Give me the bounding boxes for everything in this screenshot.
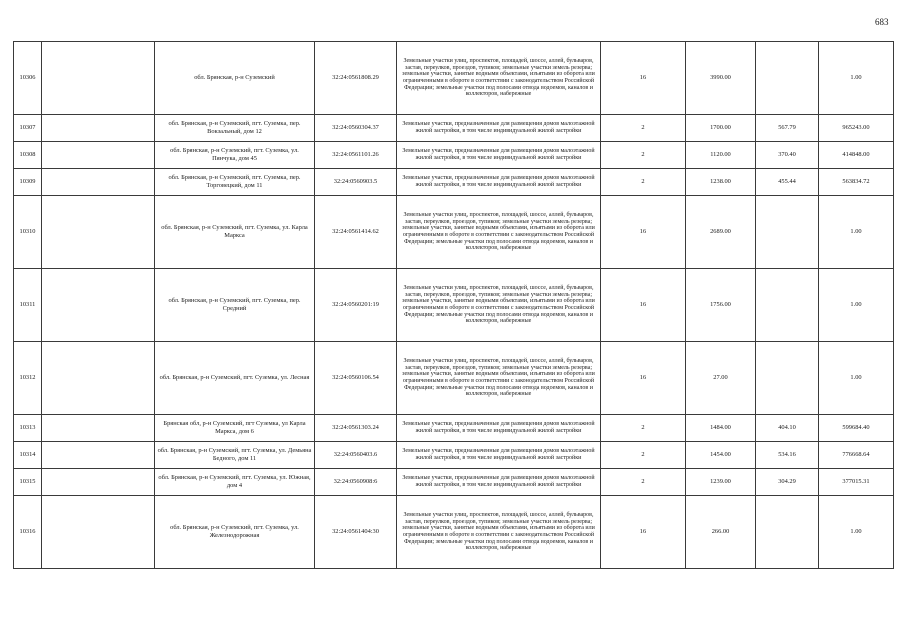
specific-value-cell: 370.40 (756, 142, 819, 169)
address-cell: обл. Брянская, р-н Суземский (155, 42, 315, 115)
table-row (14, 342, 894, 415)
land-use-description-cell: Земельные участки улиц, проспектов, площадей, шоссе, аллей, бульваров, застав, переулков, проездов, тупиков; земельные участки земель резерва; земельные участки, занятые водными объектами, изъятыми из оборота или ограниченными в обороте в соответствии с законодательством Российской Федерации; земельные участки под полосами отвода водоемов, каналов и коллекторов, набережные (397, 42, 601, 115)
blank-cell (42, 196, 155, 269)
cadastral-number-cell: 32:24:0560908:6 (315, 469, 397, 496)
address-cell: обл. Брянская, р-н Суземский, пгт. Суземка, ул. Карла Маркса (155, 196, 315, 269)
land-use-description-cell: Земельные участки улиц, проспектов, площадей, шоссе, аллей, бульваров, застав, переулков, проездов, тупиков; земельные участки земель резерва; земельные участки, занятые водными объектами, изъятыми из оборота или ограниченными в обороте в соответствии с законодательством Российской Федерации; земельные участки под полосами отвода водоемов, каналов и коллекторов, набережные (397, 196, 601, 269)
address-cell: обл. Брянская, р-н Суземский, пгт. Суземка, ул. Железнодорожная (155, 496, 315, 569)
table-row (14, 196, 894, 269)
area-cell: 27.00 (686, 342, 756, 415)
use-group-cell: 16 (601, 196, 686, 269)
blank-cell (42, 169, 155, 196)
table-row (14, 496, 894, 569)
specific-value-cell (756, 269, 819, 342)
area-cell: 1756.00 (686, 269, 756, 342)
cadastral-number-cell: 32:24:0561414.62 (315, 196, 397, 269)
row-number-cell: 10311 (14, 269, 42, 342)
use-group-cell: 16 (601, 42, 686, 115)
cadastral-value-cell: 1.00 (819, 342, 894, 415)
row-number-cell: 10316 (14, 496, 42, 569)
address-cell: обл. Брянская, р-н Суземский, пгт. Суземка, ул. Пянчука, дом 45 (155, 142, 315, 169)
use-group-cell: 2 (601, 169, 686, 196)
land-use-description-cell: Земельные участки, предназначенные для размещения домов малоэтажной жилой застройки, в том числе индивидуальной жилой застройки (397, 169, 601, 196)
blank-cell (42, 415, 155, 442)
cadastral-number-cell: 32:24:0561101.26 (315, 142, 397, 169)
table-row (14, 442, 894, 469)
table-row (14, 142, 894, 169)
area-cell: 1239.00 (686, 469, 756, 496)
land-use-description-cell: Земельные участки, предназначенные для размещения домов малоэтажной жилой застройки, в том числе индивидуальной жилой застройки (397, 142, 601, 169)
cadastral-number-cell: 32:24:0560903.5 (315, 169, 397, 196)
specific-value-cell (756, 496, 819, 569)
land-use-description-cell: Земельные участки улиц, проспектов, площадей, шоссе, аллей, бульваров, застав, переулков, проездов, тупиков; земельные участки земель резерва; земельные участки, занятые водными объектами, изъятыми из оборота или ограниченными в обороте в соответствии с законодательством Российской Федерации; земельные участки под полосами отвода водоемов, каналов и коллекторов, набережные (397, 269, 601, 342)
use-group-cell: 2 (601, 469, 686, 496)
cadastral-number-cell: 32:24:0561808.29 (315, 42, 397, 115)
land-use-description-cell: Земельные участки, предназначенные для размещения домов малоэтажной жилой застройки, в том числе индивидуальной жилой застройки (397, 115, 601, 142)
specific-value-cell: 567.79 (756, 115, 819, 142)
address-cell: обл. Брянская, р-н Суземский, пгт. Суземка, ул. Лесная (155, 342, 315, 415)
address-cell: обл. Брянская, р-н Суземский, пгт. Суземка, пер. Средний (155, 269, 315, 342)
specific-value-cell: 455.44 (756, 169, 819, 196)
cadastral-value-cell: 1.00 (819, 196, 894, 269)
use-group-cell: 2 (601, 442, 686, 469)
blank-cell (42, 342, 155, 415)
area-cell: 3990.00 (686, 42, 756, 115)
blank-cell (42, 142, 155, 169)
address-cell: обл. Брянская, р-н Суземский, пгт. Суземка, пер. Торговецкий, дом 11 (155, 169, 315, 196)
specific-value-cell: 534.16 (756, 442, 819, 469)
specific-value-cell (756, 196, 819, 269)
area-cell: 266.00 (686, 496, 756, 569)
cadastral-value-cell: 1.00 (819, 496, 894, 569)
table-row (14, 469, 894, 496)
land-register-table (13, 41, 894, 569)
area-cell: 1238.00 (686, 169, 756, 196)
use-group-cell: 2 (601, 142, 686, 169)
cadastral-value-cell: 599684.40 (819, 415, 894, 442)
register-body (14, 42, 894, 569)
cadastral-number-cell: 32:24:0560106.54 (315, 342, 397, 415)
land-use-description-cell: Земельные участки, предназначенные для размещения домов малоэтажной жилой застройки, в том числе индивидуальной жилой застройки (397, 415, 601, 442)
area-cell: 1700.00 (686, 115, 756, 142)
cadastral-number-cell: 32:24:0560304.37 (315, 115, 397, 142)
row-number-cell: 10308 (14, 142, 42, 169)
cadastral-number-cell: 32:24:0561404:30 (315, 496, 397, 569)
cadastral-number-cell: 32:24:0560201:19 (315, 269, 397, 342)
address-cell: Брянская обл, р-н Суземский, пгт Суземка, ул Карла Маркса, дом 6 (155, 415, 315, 442)
cadastral-value-cell: 377015.31 (819, 469, 894, 496)
cadastral-value-cell: 1.00 (819, 42, 894, 115)
row-number-cell: 10312 (14, 342, 42, 415)
cadastral-value-cell: 563834.72 (819, 169, 894, 196)
land-use-description-cell: Земельные участки, предназначенные для размещения домов малоэтажной жилой застройки, в том числе индивидуальной жилой застройки (397, 442, 601, 469)
cadastral-value-cell: 414848.00 (819, 142, 894, 169)
specific-value-cell: 404.10 (756, 415, 819, 442)
row-number-cell: 10307 (14, 115, 42, 142)
table-row (14, 269, 894, 342)
area-cell: 1120.00 (686, 142, 756, 169)
cadastral-value-cell: 1.00 (819, 269, 894, 342)
cadastral-value-cell: 965243.00 (819, 115, 894, 142)
row-number-cell: 10309 (14, 169, 42, 196)
table-row (14, 42, 894, 115)
address-cell: обл. Брянская, р-н Суземский, пгт. Суземка, ул. Демьяна Бедного, дом 11 (155, 442, 315, 469)
blank-cell (42, 42, 155, 115)
blank-cell (42, 469, 155, 496)
specific-value-cell (756, 342, 819, 415)
row-number-cell: 10315 (14, 469, 42, 496)
land-use-description-cell: Земельные участки улиц, проспектов, площадей, шоссе, аллей, бульваров, застав, переулков, проездов, тупиков; земельные участки земель резерва; земельные участки, занятые водными объектами, изъятыми из оборота или ограниченными в обороте в соответствии с законодательством Российской Федерации; земельные участки под полосами отвода водоемов, каналов и коллекторов, набережные (397, 496, 601, 569)
use-group-cell: 16 (601, 496, 686, 569)
use-group-cell: 2 (601, 415, 686, 442)
area-cell: 2689.00 (686, 196, 756, 269)
blank-cell (42, 496, 155, 569)
blank-cell (42, 269, 155, 342)
land-use-description-cell: Земельные участки улиц, проспектов, площадей, шоссе, аллей, бульваров, застав, переулков, проездов, тупиков; земельные участки земель резерва; земельные участки, занятые водными объектами, изъятыми из оборота или ограниченными в обороте в соответствии с законодательством Российской Федерации; земельные участки под полосами отвода водоемов, каналов и коллекторов, набережные (397, 342, 601, 415)
cadastral-number-cell: 32:24:0561303.24 (315, 415, 397, 442)
table-row (14, 169, 894, 196)
table-row (14, 415, 894, 442)
address-cell: обл. Брянская, р-н Суземский, пгт. Суземка, ул. Южная, дом 4 (155, 469, 315, 496)
area-cell: 1454.00 (686, 442, 756, 469)
specific-value-cell: 304.29 (756, 469, 819, 496)
blank-cell (42, 442, 155, 469)
area-cell: 1484.00 (686, 415, 756, 442)
specific-value-cell (756, 42, 819, 115)
use-group-cell: 16 (601, 269, 686, 342)
row-number-cell: 10313 (14, 415, 42, 442)
cadastral-value-cell: 776668.64 (819, 442, 894, 469)
cadastral-number-cell: 32:24:0560403.6 (315, 442, 397, 469)
row-number-cell: 10314 (14, 442, 42, 469)
use-group-cell: 16 (601, 342, 686, 415)
address-cell: обл. Брянская, р-н Суземский, пгт. Суземка, пер. Вокзальный, дом 12 (155, 115, 315, 142)
use-group-cell: 2 (601, 115, 686, 142)
blank-cell (42, 115, 155, 142)
row-number-cell: 10310 (14, 196, 42, 269)
row-number-cell: 10306 (14, 42, 42, 115)
page-number: 683 (875, 17, 889, 27)
land-use-description-cell: Земельные участки, предназначенные для размещения домов малоэтажной жилой застройки, в том числе индивидуальной жилой застройки (397, 469, 601, 496)
table-row (14, 115, 894, 142)
